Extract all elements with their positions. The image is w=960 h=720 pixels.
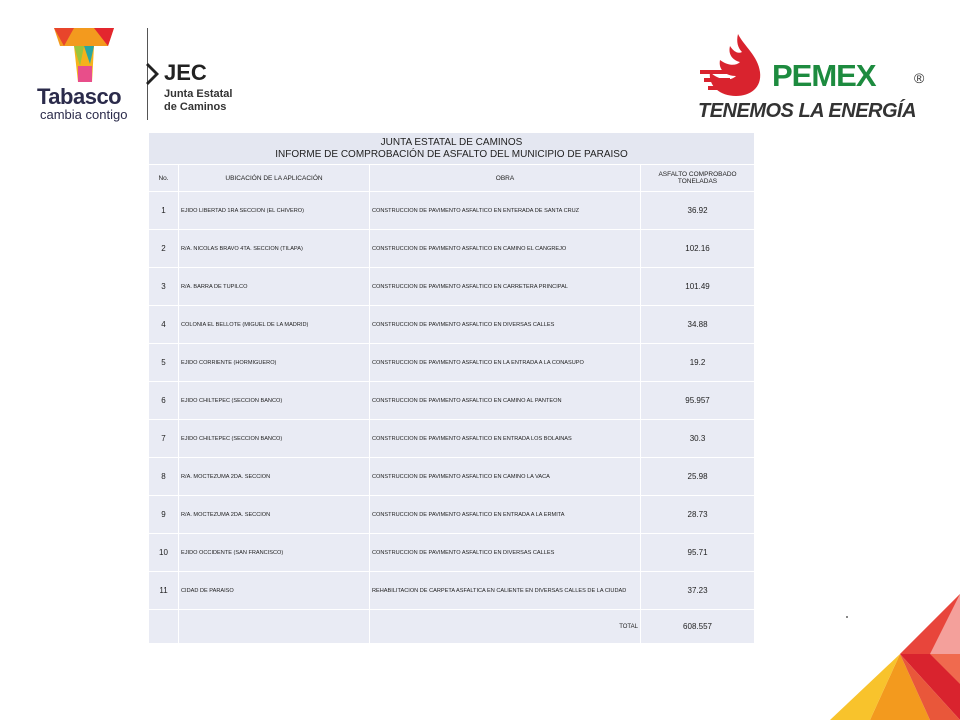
total-empty-ubicacion [179, 610, 370, 644]
table-row [149, 496, 755, 534]
row-asfalto: 19.2 [641, 344, 755, 382]
jec-sub-line1: Junta Estatal [164, 88, 233, 100]
jec-arrow-icon [146, 63, 160, 85]
row-no: 6 [149, 382, 179, 420]
row-asfalto: 95.71 [641, 534, 755, 572]
row-no: 9 [149, 496, 179, 534]
row-obra: CONSTRUCCION DE PAVIMENTO ASFALTICO EN ENTRADA A LA ERMITA [370, 496, 641, 534]
row-asfalto: 102.16 [641, 230, 755, 268]
jec-subtitle [164, 88, 232, 114]
row-obra: CONSTRUCCION DE PAVIMENTO ASFALTICO EN LA ENTRADA A LA CONASUPO [370, 344, 641, 382]
row-ubicacion: EJIDO OCCIDENTE (SAN FRANCISCO) [179, 534, 370, 572]
col-header-obra: OBRA [370, 165, 641, 192]
table-row [149, 534, 755, 572]
row-no: 7 [149, 420, 179, 458]
pemex-eagle-icon [698, 32, 770, 98]
row-asfalto: 95.957 [641, 382, 755, 420]
column-header-row [149, 165, 755, 192]
col-header-asfalto [641, 165, 755, 192]
table-row [149, 458, 755, 496]
row-asfalto: 28.73 [641, 496, 755, 534]
row-obra: REHABILITACION DE CARPETA ASFALTICA EN CALIENTE EN DIVERSAS CALLES DE LA CIUDAD [370, 572, 641, 610]
row-no: 4 [149, 306, 179, 344]
table-row [149, 420, 755, 458]
table-row [149, 192, 755, 230]
row-ubicacion: R/A. MOCTEZUMA 2DA. SECCION [179, 496, 370, 534]
row-asfalto: 37.23 [641, 572, 755, 610]
row-no: 5 [149, 344, 179, 382]
col-header-ubicacion: UBICACIÓN DE LA APLICACIÓN [179, 165, 370, 192]
asphalt-report-table [148, 132, 755, 644]
row-ubicacion: CIDAD DE PARAISO [179, 572, 370, 610]
row-obra: CONSTRUCCION DE PAVIMENTO ASFALTICO EN CAMINO AL PANTEON [370, 382, 641, 420]
row-ubicacion: COLONIA EL BELLOTE (MIGUEL DE LA MADRID) [179, 306, 370, 344]
row-asfalto: 101.49 [641, 268, 755, 306]
table-row [149, 382, 755, 420]
col-header-asfalto-line1: ASFALTO COMPROBADO [658, 171, 737, 178]
title-line1: JUNTA ESTATAL DE CAMINOS [380, 136, 523, 148]
row-ubicacion: R/A. MOCTEZUMA 2DA. SECCION [179, 458, 370, 496]
row-no: 8 [149, 458, 179, 496]
total-label: TOTAL [370, 610, 641, 644]
row-ubicacion: R/A. NICOLAS BRAVO 4TA. SECCION (TILAPA) [179, 230, 370, 268]
tabasco-slogan: cambia contigo [40, 107, 128, 122]
table-row [149, 230, 755, 268]
row-asfalto: 30.3 [641, 420, 755, 458]
row-no: 2 [149, 230, 179, 268]
row-obra: CONSTRUCCION DE PAVIMENTO ASFALTICO EN ENTRADA LOS BOLAINAS [370, 420, 641, 458]
corner-decoration [830, 594, 960, 720]
row-asfalto: 36.92 [641, 192, 755, 230]
row-no: 11 [149, 572, 179, 610]
row-obra: CONSTRUCCION DE PAVIMENTO ASFALTICO EN CAMINO LA VACA [370, 458, 641, 496]
row-obra: CONSTRUCCION DE PAVIMENTO ASFALTICO EN DIVERSAS CALLES [370, 306, 641, 344]
row-ubicacion: EJIDO CHILTEPEC (SECCION BANCO) [179, 382, 370, 420]
jec-sub-line2: de Caminos [164, 101, 227, 113]
table-row [149, 306, 755, 344]
col-header-no: No. [149, 165, 179, 192]
total-value: 608.557 [641, 610, 755, 644]
pemex-wordmark: PEMEX [772, 58, 876, 93]
row-obra: CONSTRUCCION DE PAVIMENTO ASFALTICO EN CARRETERA PRINCIPAL [370, 268, 641, 306]
row-ubicacion: EJIDO CHILTEPEC (SECCION BANCO) [179, 420, 370, 458]
table-title [149, 133, 755, 165]
row-asfalto: 34.88 [641, 306, 755, 344]
row-ubicacion: EJIDO CORRIENTE (HORMIGUERO) [179, 344, 370, 382]
row-obra: CONSTRUCCION DE PAVIMENTO ASFALTICO EN DIVERSAS CALLES [370, 534, 641, 572]
row-no: 3 [149, 268, 179, 306]
table-title-row [149, 133, 755, 165]
tabasco-wordmark: Tabasco [37, 84, 122, 109]
row-obra: CONSTRUCCION DE PAVIMENTO ASFALTICO EN CAMINO EL CANGREJO [370, 230, 641, 268]
row-no: 1 [149, 192, 179, 230]
row-ubicacion: R/A. BARRA DE TUPILCO [179, 268, 370, 306]
row-ubicacion: EJIDO LIBERTAD 1RA SECCION (EL CHIVERO) [179, 192, 370, 230]
row-no: 10 [149, 534, 179, 572]
row-asfalto: 25.98 [641, 458, 755, 496]
row-obra: CONSTRUCCION DE PAVIMENTO ASFALTICO EN ENTERADA DE SANTA CRUZ [370, 192, 641, 230]
title-line2: INFORME DE COMPROBACIÓN DE ASFALTO DEL MUNICIPIO DE PARAISO [275, 148, 628, 160]
table-row [149, 572, 755, 610]
pemex-tagline: TENEMOS LA ENERGÍA [698, 100, 917, 122]
total-empty-no [149, 610, 179, 644]
table-row [149, 344, 755, 382]
jec-title: JEC [164, 60, 207, 85]
registered-mark: ® [914, 70, 925, 86]
col-header-asfalto-line2: TONELADAS [677, 178, 718, 185]
table-row [149, 268, 755, 306]
total-row [149, 610, 755, 644]
